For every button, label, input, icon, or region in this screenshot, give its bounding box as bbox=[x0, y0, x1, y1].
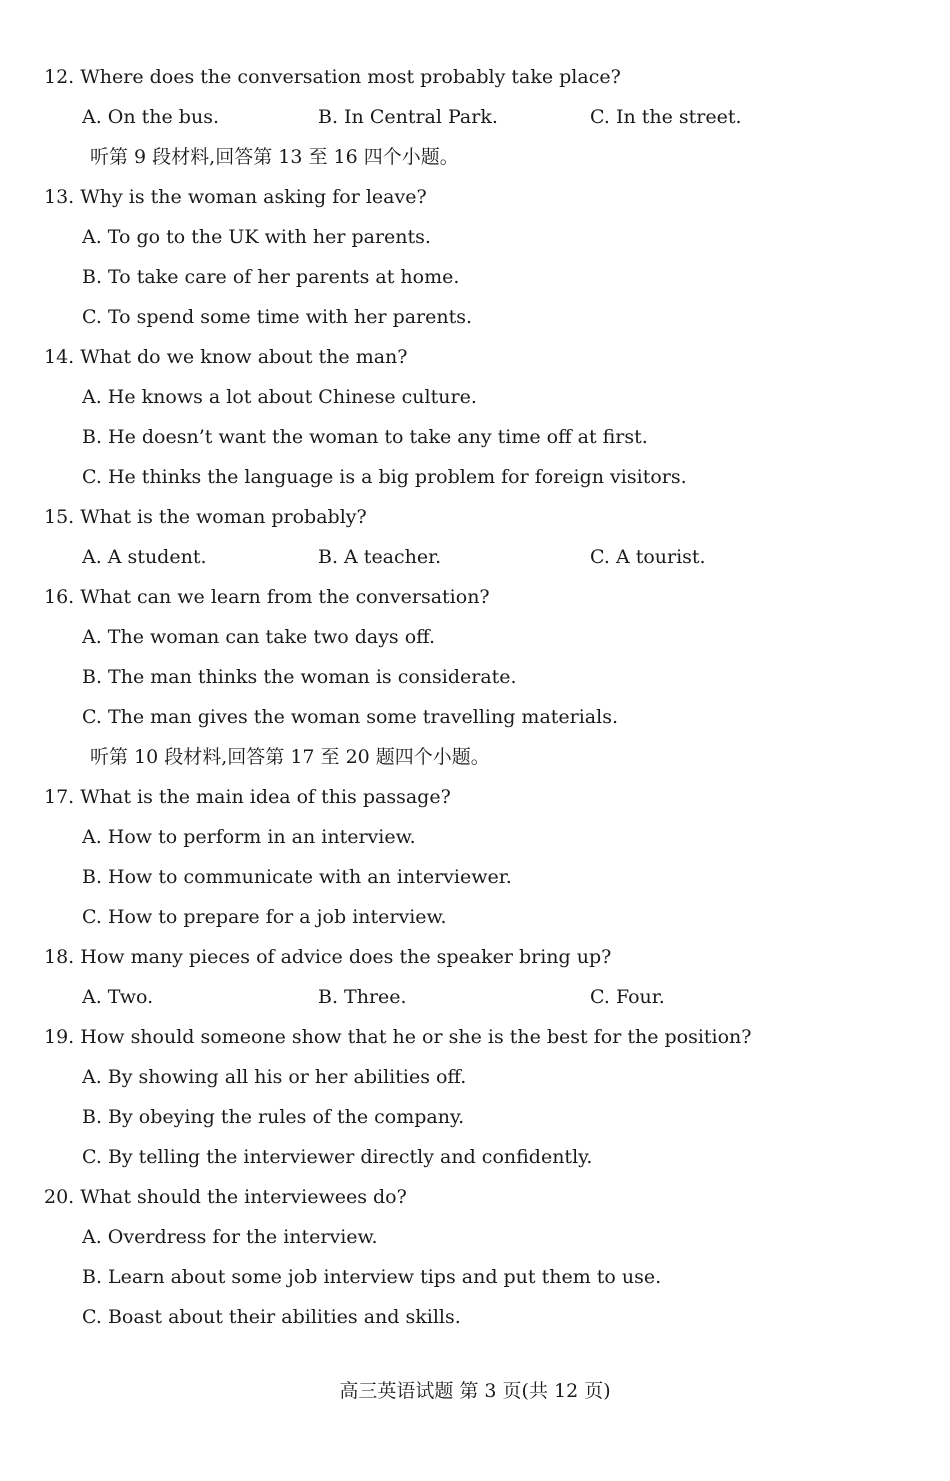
question-16-option-a: A. The woman can take two days off. bbox=[82, 626, 436, 648]
question-15-option-b: B. A teacher. bbox=[318, 546, 442, 568]
question-13-option-b: B. To take care of her parents at home. bbox=[82, 266, 460, 288]
question-19-option-b: B. By obeying the rules of the company. bbox=[82, 1106, 465, 1128]
question-20-option-a: A. Overdress for the interview. bbox=[82, 1226, 378, 1248]
question-13-stem: 13. Why is the woman asking for leave? bbox=[44, 186, 427, 208]
question-14-option-b: B. He doesn’t want the woman to take any time off at first. bbox=[82, 426, 648, 448]
question-18-stem: 18. How many pieces of advice does the speaker bring up? bbox=[44, 946, 612, 968]
question-13-option-a: A. To go to the UK with her parents. bbox=[82, 226, 431, 248]
question-12-stem: 12. Where does the conversation most probably take place? bbox=[44, 66, 621, 88]
question-19-option-c: C. By telling the interviewer directly and confidently. bbox=[82, 1146, 593, 1168]
question-12-option-c: C. In the street. bbox=[590, 106, 742, 128]
question-14-option-a: A. He knows a lot about Chinese culture. bbox=[82, 386, 477, 408]
question-18-option-c: C. Four. bbox=[590, 986, 665, 1008]
question-20-option-c: C. Boast about their abilities and skills. bbox=[82, 1306, 461, 1328]
question-12-option-a: A. On the bus. bbox=[82, 106, 219, 128]
question-20-stem: 20. What should the interviewees do? bbox=[44, 1186, 407, 1208]
question-13-option-c: C. To spend some time with her parents. bbox=[82, 306, 473, 328]
section-instruction-10: 听第 10 段材料,回答第 17 至 20 题四个小题。 bbox=[90, 746, 490, 768]
question-18-option-a: A. Two. bbox=[82, 986, 154, 1008]
question-17-option-a: A. How to perform in an interview. bbox=[82, 826, 416, 848]
question-20-option-b: B. Learn about some job interview tips and put them to use. bbox=[82, 1266, 662, 1288]
question-14-option-c: C. He thinks the language is a big problem for foreign visitors. bbox=[82, 466, 687, 488]
section-instruction-9: 听第 9 段材料,回答第 13 至 16 四个小题。 bbox=[90, 146, 459, 168]
question-19-option-a: A. By showing all his or her abilities off. bbox=[82, 1066, 467, 1088]
question-12-option-b: B. In Central Park. bbox=[318, 106, 498, 128]
question-17-option-b: B. How to communicate with an interviewer. bbox=[82, 866, 512, 888]
question-16-stem: 16. What can we learn from the conversation? bbox=[44, 586, 490, 608]
question-14-stem: 14. What do we know about the man? bbox=[44, 346, 408, 368]
question-18-option-b: B. Three. bbox=[318, 986, 407, 1008]
question-16-option-c: C. The man gives the woman some travelling materials. bbox=[82, 706, 618, 728]
question-17-stem: 17. What is the main idea of this passage? bbox=[44, 786, 451, 808]
question-15-stem: 15. What is the woman probably? bbox=[44, 506, 367, 528]
question-19-stem: 19. How should someone show that he or she is the best for the position? bbox=[44, 1026, 752, 1048]
question-16-option-b: B. The man thinks the woman is considerate. bbox=[82, 666, 517, 688]
question-15-option-a: A. A student. bbox=[82, 546, 207, 568]
page-footer: 高三英语试题 第 3 页(共 12 页) bbox=[339, 1380, 611, 1402]
question-15-option-c: C. A tourist. bbox=[590, 546, 706, 568]
question-17-option-c: C. How to prepare for a job interview. bbox=[82, 906, 447, 928]
